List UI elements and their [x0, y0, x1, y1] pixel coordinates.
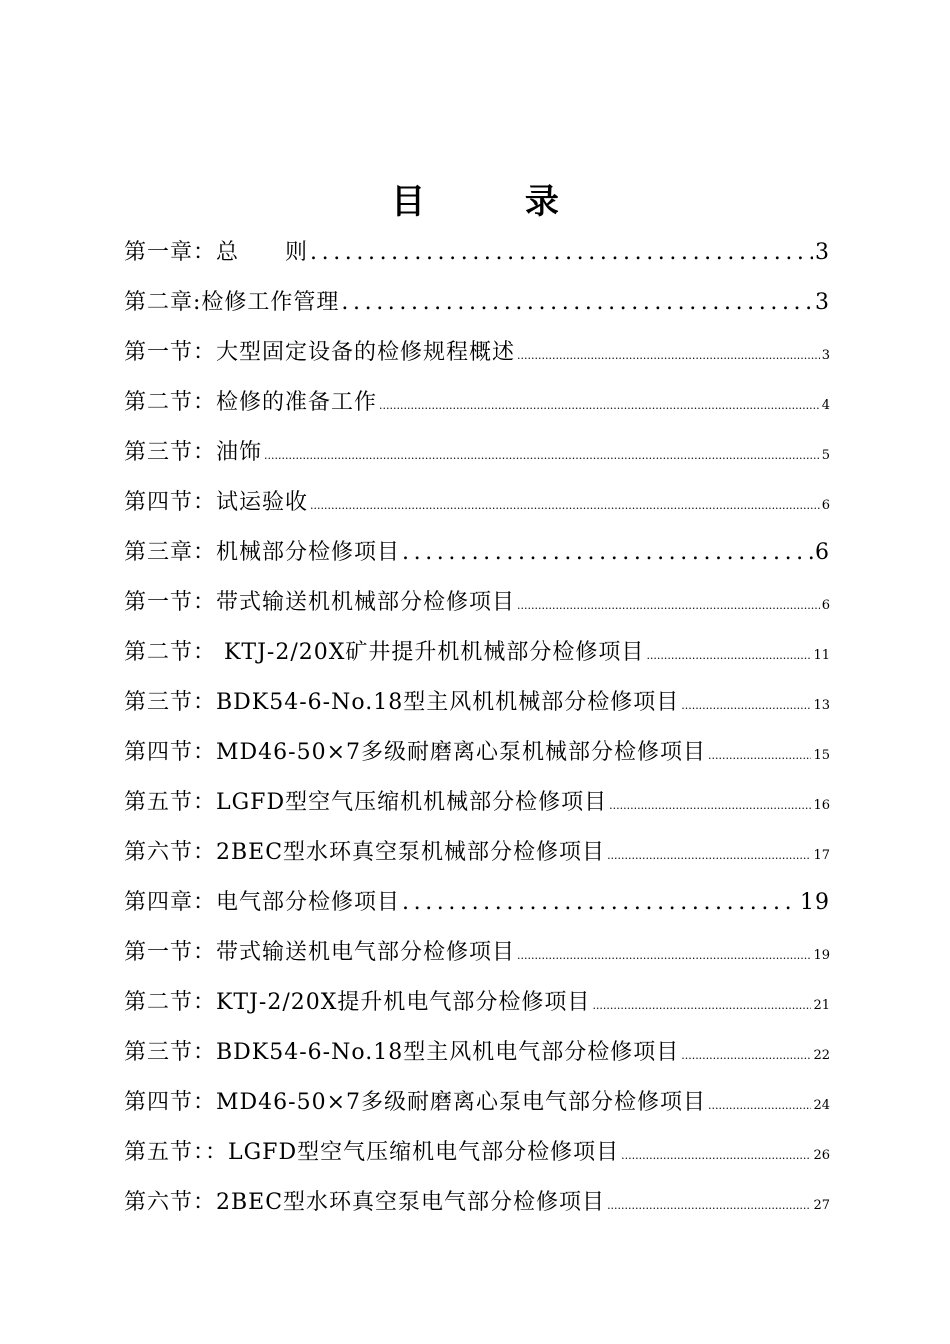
toc-entry-label: 第五节：：LGFD型空气压缩机电气部分检修项目	[124, 1140, 620, 1165]
toc-entry-page-number: 21	[813, 998, 830, 1013]
toc-entry-page-number: 27	[813, 1198, 830, 1213]
toc-dot-leader	[708, 731, 811, 781]
toc-entry-section[interactable]	[124, 1178, 830, 1228]
toc-dot-leader	[609, 781, 811, 831]
toc-entry-page-number: 4	[821, 398, 830, 413]
toc-entry-section[interactable]	[124, 928, 830, 978]
toc-entry-page-number: 3	[821, 348, 830, 363]
toc-entry-page-number: 6	[821, 498, 830, 513]
toc-entry-section[interactable]	[124, 978, 830, 1028]
toc-entry-label: 第四节：MD46-50×7多级耐磨离心泵机械部分检修项目	[124, 740, 707, 765]
toc-entry-page-number: 19	[813, 948, 830, 963]
toc-entry-label: 第二节：检修的准备工作	[124, 390, 378, 415]
toc-dot-leader	[646, 631, 811, 681]
toc-entry-section[interactable]	[124, 1128, 830, 1178]
toc-entry-section[interactable]	[124, 1078, 830, 1128]
toc-entry-label: 第三节：BDK54-6-No.18型主风机机械部分检修项目	[124, 690, 680, 715]
toc-entry-chapter[interactable]	[124, 278, 830, 328]
toc-dot-leader	[264, 431, 820, 481]
toc-entry-page-number: 17	[813, 848, 830, 863]
toc-dot-leader	[310, 228, 813, 278]
toc-entry-page-number: 3	[815, 290, 830, 315]
toc-entry-section[interactable]	[124, 578, 830, 628]
toc-entry-chapter[interactable]	[124, 228, 830, 278]
toc-dot-leader	[607, 831, 811, 881]
toc-entry-label: 第二节： KTJ-2/20X矿井提升机机械部分检修项目	[124, 640, 645, 665]
table-of-contents	[124, 228, 830, 1228]
toc-entry-section[interactable]	[124, 778, 830, 828]
toc-dot-leader	[592, 981, 811, 1031]
toc-entry-section[interactable]	[124, 678, 830, 728]
toc-entry-page-number: 15	[813, 748, 830, 763]
toc-dot-leader	[517, 931, 811, 981]
toc-entry-chapter[interactable]	[124, 528, 830, 578]
toc-entry-label: 第一章：总 则	[124, 240, 309, 265]
toc-entry-section[interactable]	[124, 728, 830, 778]
toc-entry-page-number: 6	[821, 598, 830, 613]
toc-entry-section[interactable]	[124, 378, 830, 428]
toc-dot-leader	[517, 581, 820, 631]
toc-entry-section[interactable]	[124, 478, 830, 528]
toc-entry-label: 第一节：带式输送机机械部分检修项目	[124, 590, 516, 615]
toc-entry-page-number: 19	[800, 890, 830, 915]
toc-entry-section[interactable]	[124, 428, 830, 478]
toc-dot-leader	[681, 1031, 811, 1081]
toc-entry-label: 第五节：LGFD型空气压缩机机械部分检修项目	[124, 790, 608, 815]
toc-entry-section[interactable]	[124, 328, 830, 378]
toc-dot-leader	[310, 481, 820, 531]
toc-dot-leader	[341, 278, 813, 328]
toc-dot-leader	[607, 1181, 811, 1231]
toc-entry-page-number: 24	[813, 1098, 830, 1113]
toc-entry-page-number: 3	[815, 240, 830, 265]
toc-entry-label: 第四章：电气部分检修项目	[124, 890, 401, 915]
toc-entry-label: 第六节：2BEC型水环真空泵电气部分检修项目	[124, 1190, 606, 1215]
toc-entry-label: 第二节：KTJ-2/20X提升机电气部分检修项目	[124, 990, 591, 1015]
toc-entry-page-number: 16	[813, 798, 830, 813]
toc-entry-page-number: 22	[813, 1048, 830, 1063]
toc-dot-leader	[402, 528, 813, 578]
toc-dot-leader	[517, 331, 820, 381]
toc-dot-leader	[681, 681, 811, 731]
toc-entry-section[interactable]	[124, 828, 830, 878]
toc-dot-leader	[708, 1081, 811, 1131]
toc-entry-label: 第二章:检修工作管理	[124, 290, 340, 315]
toc-entry-label: 第三节：油饰	[124, 440, 263, 465]
toc-entry-label: 第三章：机械部分检修项目	[124, 540, 401, 565]
toc-dot-leader	[621, 1131, 811, 1181]
toc-entry-label: 第三节：BDK54-6-No.18型主风机电气部分检修项目	[124, 1040, 680, 1065]
toc-entry-label: 第四节：试运验收	[124, 490, 309, 515]
toc-entry-section[interactable]	[124, 628, 830, 678]
toc-entry-label: 第四节：MD46-50×7多级耐磨离心泵电气部分检修项目	[124, 1090, 707, 1115]
toc-dot-leader	[402, 878, 798, 928]
toc-entry-chapter[interactable]	[124, 878, 830, 928]
toc-entry-label: 第一节：带式输送机电气部分检修项目	[124, 940, 516, 965]
toc-entry-page-number: 26	[813, 1148, 830, 1163]
toc-entry-page-number: 6	[815, 540, 830, 565]
toc-entry-page-number: 13	[813, 698, 830, 713]
toc-entry-label: 第六节：2BEC型水环真空泵机械部分检修项目	[124, 840, 606, 865]
toc-entry-label: 第一节：大型固定设备的检修规程概述	[124, 340, 516, 365]
toc-dot-leader	[379, 381, 820, 431]
toc-entry-section[interactable]	[124, 1028, 830, 1078]
toc-entry-page-number: 11	[813, 648, 830, 663]
page-title: 目 录	[391, 182, 603, 222]
toc-entry-page-number: 5	[821, 448, 830, 463]
